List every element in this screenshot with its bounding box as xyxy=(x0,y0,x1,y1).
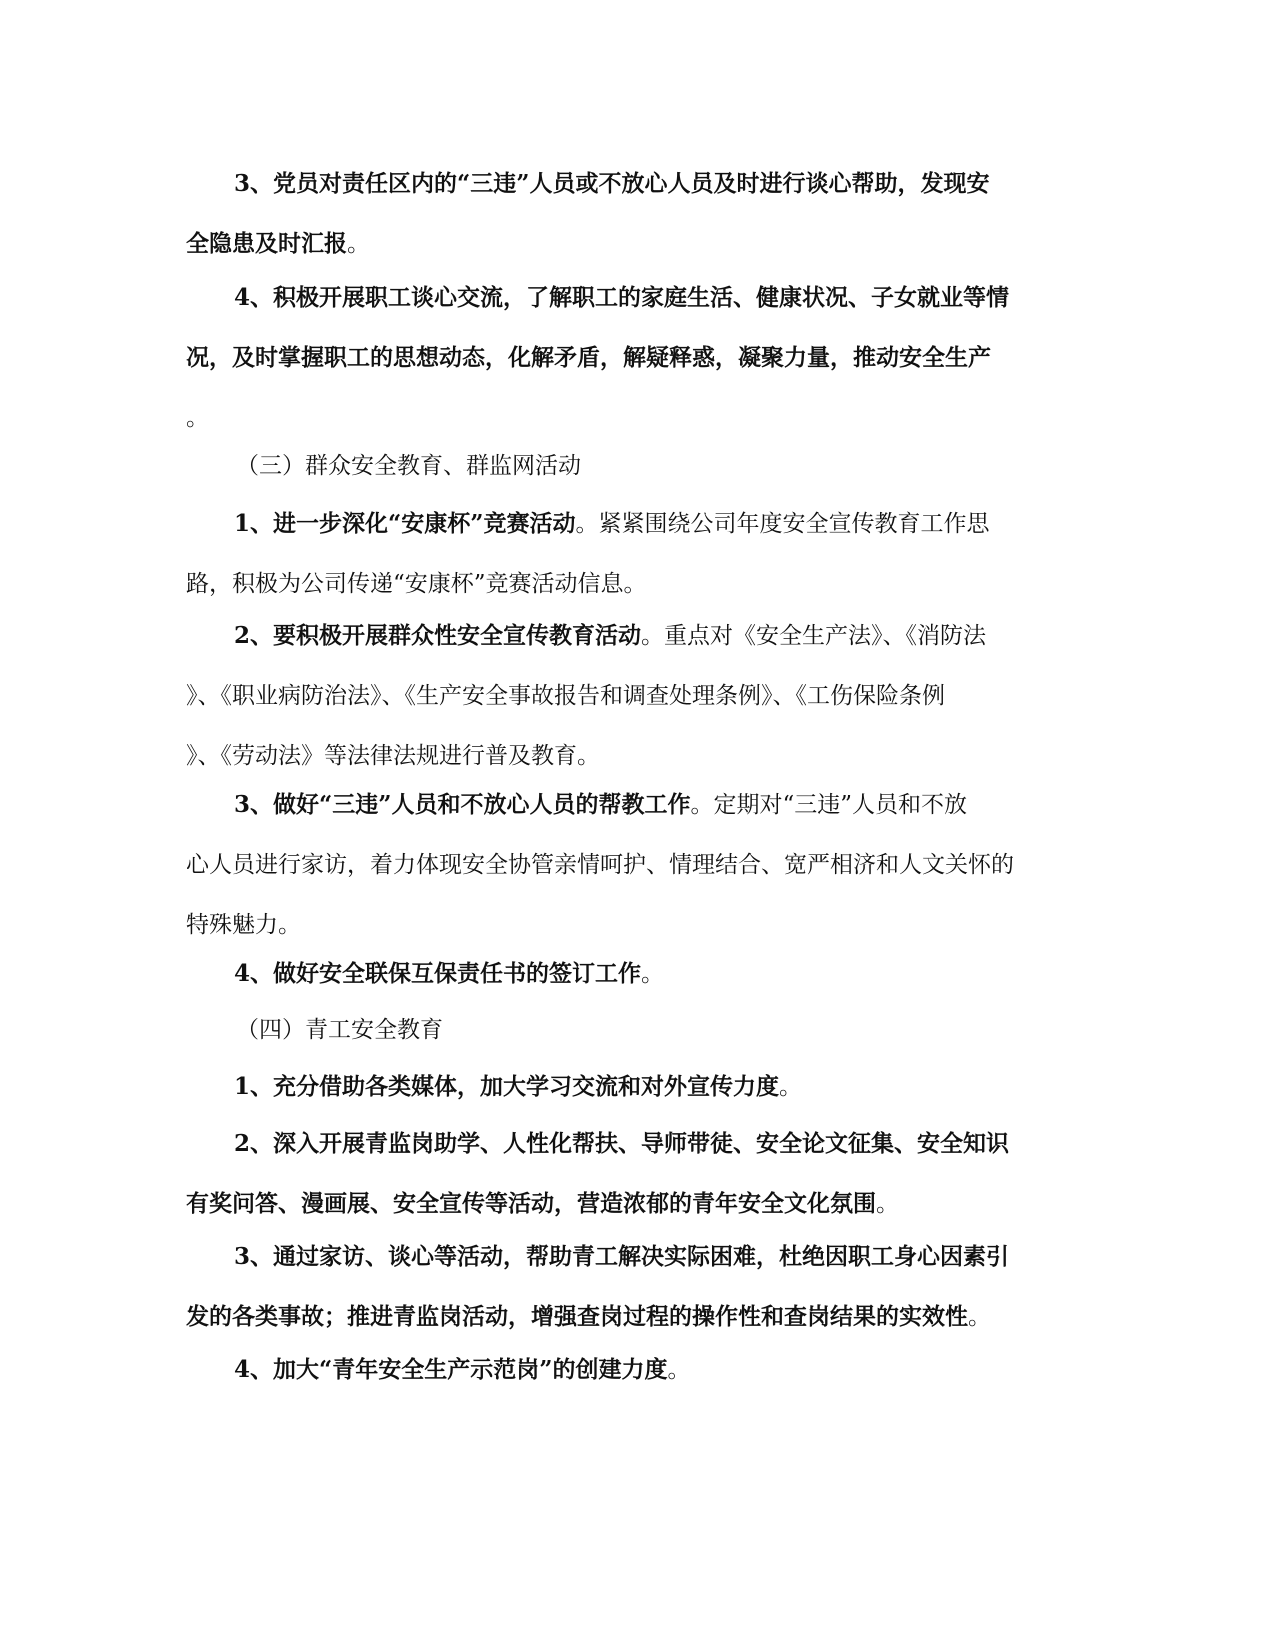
text: 》、《劳动法》等法律法规进行普及教育。 xyxy=(186,743,600,769)
bold-text: 2、深入开展青监岗助学、人性化帮扶、导师带徒、安全论文征集、安全知识 xyxy=(234,1130,1010,1157)
section-heading-4: （四）青工安全教育 xyxy=(236,1017,443,1043)
paragraph-4 xyxy=(186,494,1086,614)
paragraph-line xyxy=(186,606,1086,666)
paragraph-7 xyxy=(186,944,1086,1004)
bold-text: 有奖问答、漫画展、安全宣传等活动，营造浓郁的青年安全文化氛围 xyxy=(186,1190,876,1217)
text: 。 xyxy=(779,1074,803,1100)
paragraph-line xyxy=(186,1057,1086,1117)
text: 心人员进行家访，着力体现安全协管亲情呵护、情理结合、宽严相济和人文关怀的 xyxy=(186,852,1014,878)
text: 。 xyxy=(347,231,370,257)
text: 。 xyxy=(968,1304,991,1330)
paragraph-line xyxy=(186,1287,1086,1347)
text: 。 xyxy=(876,1191,899,1217)
text: 。 xyxy=(667,1357,691,1383)
bold-text: 全隐患及时汇报 xyxy=(186,230,347,257)
paragraph-11 xyxy=(186,1227,1086,1347)
paragraph-line xyxy=(186,214,1086,274)
paragraph-2 xyxy=(186,268,1086,448)
paragraph-5 xyxy=(186,606,1086,786)
paragraph-line xyxy=(186,328,1086,388)
paragraph-line xyxy=(186,775,1086,835)
paragraph-line xyxy=(186,1340,1086,1400)
bold-text: 3、党员对责任区内的“三违”人员或不放心人员及时进行谈心帮助，发现安 xyxy=(234,170,990,197)
paragraph-line xyxy=(186,1227,1086,1287)
text: 》、《职业病防治法》、《生产安全事故报告和调查处理条例》、《工伤保险条例 xyxy=(186,683,945,709)
text: 。定期对“三违”人员和不放 xyxy=(690,792,967,818)
paragraph-line xyxy=(186,268,1086,328)
text: 特殊魅力。 xyxy=(186,912,301,938)
paragraph-line xyxy=(186,154,1086,214)
paragraph-10 xyxy=(186,1114,1086,1234)
paragraph-line xyxy=(186,554,1086,614)
bold-text: 3、通过家访、谈心等活动，帮助青工解决实际困难，杜绝因职工身心因素引 xyxy=(234,1243,1010,1270)
text: 。 xyxy=(641,961,665,987)
bold-text: 4、做好安全联保互保责任书的签订工作 xyxy=(234,960,642,987)
bold-text: 4、加大“青年安全生产示范岗”的创建力度 xyxy=(234,1356,668,1383)
paragraph-line xyxy=(186,944,1086,1004)
bold-text: 3、做好“三违”人员和不放心人员的帮教工作 xyxy=(234,791,691,818)
paragraph-line xyxy=(186,1174,1086,1234)
paragraph-line xyxy=(186,494,1086,554)
paragraph-6 xyxy=(186,775,1086,955)
bold-text: 1、充分借助各类媒体，加大学习交流和对外宣传力度 xyxy=(234,1073,780,1100)
bold-text: 况，及时掌握职工的思想动态，化解矛盾，解疑释惑，凝聚力量，推动安全生产 xyxy=(186,344,991,371)
paragraph-line xyxy=(186,835,1086,895)
paragraph-12 xyxy=(186,1340,1086,1400)
text: 。紧紧围绕公司年度安全宣传教育工作思 xyxy=(575,511,990,537)
section-heading-3: （三）群众安全教育、群监网活动 xyxy=(236,453,581,479)
bold-text: 发的各类事故；推进青监岗活动，增强查岗过程的操作性和查岗结果的实效性 xyxy=(186,1303,968,1330)
bold-text: 2、要积极开展群众性安全宣传教育活动 xyxy=(234,622,642,649)
bold-text: 1、进一步深化“安康杯”竞赛活动 xyxy=(234,510,576,537)
paragraph-9 xyxy=(186,1057,1086,1117)
text: 路，积极为公司传递“安康杯”竞赛活动信息。 xyxy=(186,571,647,597)
paragraph-line xyxy=(186,666,1086,726)
bold-text: 4、积极开展职工谈心交流，了解职工的家庭生活、健康状况、子女就业等情 xyxy=(234,284,1010,311)
paragraph-1 xyxy=(186,154,1086,274)
paragraph-line xyxy=(186,1114,1086,1174)
text: 。 xyxy=(186,405,209,431)
text: 。重点对《安全生产法》、《消防法 xyxy=(641,623,987,649)
